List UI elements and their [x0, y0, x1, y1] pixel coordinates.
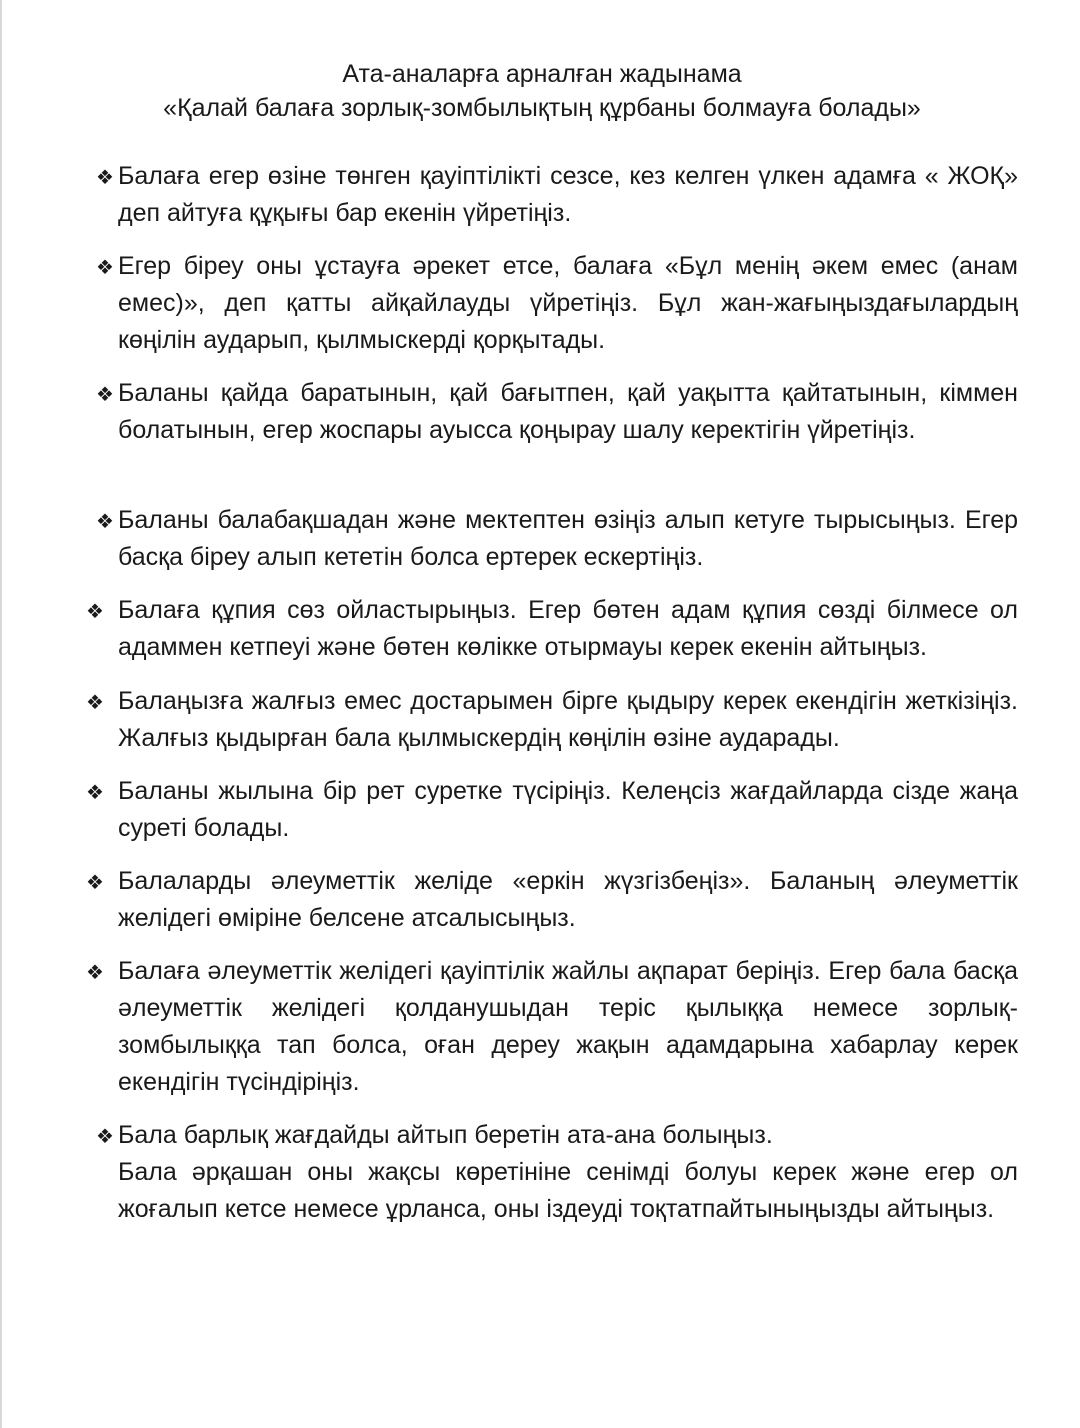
diamond-bullet-icon: ❖	[96, 382, 114, 406]
list-item-text: Балаға егер өзіне төнген қауіптілікті сезсе, кез келген үлкен адамға « ЖОҚ» деп айтуға құқығы бар екенін үйретіңіз.	[118, 162, 1018, 227]
diamond-bullet-icon: ❖	[96, 255, 114, 279]
document-title: Ата-аналарға арналған жадынама	[342, 60, 742, 88]
diamond-bullet-icon: ❖	[86, 960, 104, 984]
diamond-bullet-icon: ❖	[96, 509, 114, 533]
list-item-text: Баланы қайда баратынын, қай бағытпен, қай уақытта қайтатынын, кіммен болатынын, егер жоспары ауысса қоңырау шалу керектігін үйретіңіз.	[118, 379, 1018, 444]
diamond-bullet-icon: ❖	[86, 599, 104, 623]
list-item-first-line: Бала барлық жағдайды айтып беретін ата-ана болыңыз.	[118, 1121, 773, 1149]
list-item-text: Баланы балабақшадан және мектептен өзіңіз алып кетуге тырысыңыз. Егер басқа біреу алып кететін болса ертерек ескертіңіз.	[118, 506, 1018, 571]
list-item-text: Егер біреу оны ұстауға әрекет етсе, балаға «Бұл менің әкем емес (анам емес)», деп қатты айқайлауды үйретіңіз. Бұл жан-жағыңыздағылардың көңілін аударып, қылмыскерді қорқытады.	[118, 252, 1018, 354]
diamond-bullet-icon: ❖	[96, 1124, 114, 1148]
document-subtitle: «Қалай балаға зорлық-зомбылықтың құрбаны болмауға болады»	[163, 94, 921, 122]
diamond-bullet-icon: ❖	[86, 870, 104, 894]
diamond-bullet-icon: ❖	[96, 165, 114, 189]
list-item-text: Балаға құпия сөз ойластырыңыз. Егер бөтен адам құпия сөзді білмесе ол адаммен кетпеуі және бөтен көлікке отырмауы керек екенін айтыңыз.	[118, 596, 1018, 661]
list-item-text: Балаңызға жалғыз емес достарымен бірге қыдыру керек екендігін жеткізіңіз. Жалғыз қыдырған бала қылмыскердің көңілін өзіне аударады.	[118, 687, 1018, 752]
diamond-bullet-icon: ❖	[86, 780, 104, 804]
diamond-bullet-icon: ❖	[86, 690, 104, 714]
document-header	[2, 57, 1080, 125]
list-item-text: Баланы жылына бір рет суретке түсіріңіз. Келеңсіз жағдайларда сізде жаңа суреті болады.	[118, 777, 1018, 842]
list-item-continuation: Бала әрқашан оны жақсы көретініне сенімді болуы керек және егер ол жоғалып кетсе немесе ұрланса, оны іздеуді тоқтатпайтыныңызды айтыңыз.	[118, 1158, 1018, 1223]
list-item-text: Балаға әлеуметтік желідегі қауіптілік жайлы ақпарат беріңіз. Егер бала басқа әлеуметтік желідегі қолданушыдан теріс қылыққа немесе зорлық-зомбылыққа тап болса, оған дереу жақын адамдарына хабарлау керек екендігін түсіндіріңіз.	[118, 957, 1018, 1096]
list-item-text	[118, 1117, 1018, 1228]
list-item-text: Балаларды әлеуметтік желіде «еркін жүзгізбеңіз». Баланың әлеуметтік желідегі өміріне белсене атсалысыңыз.	[118, 867, 1018, 932]
